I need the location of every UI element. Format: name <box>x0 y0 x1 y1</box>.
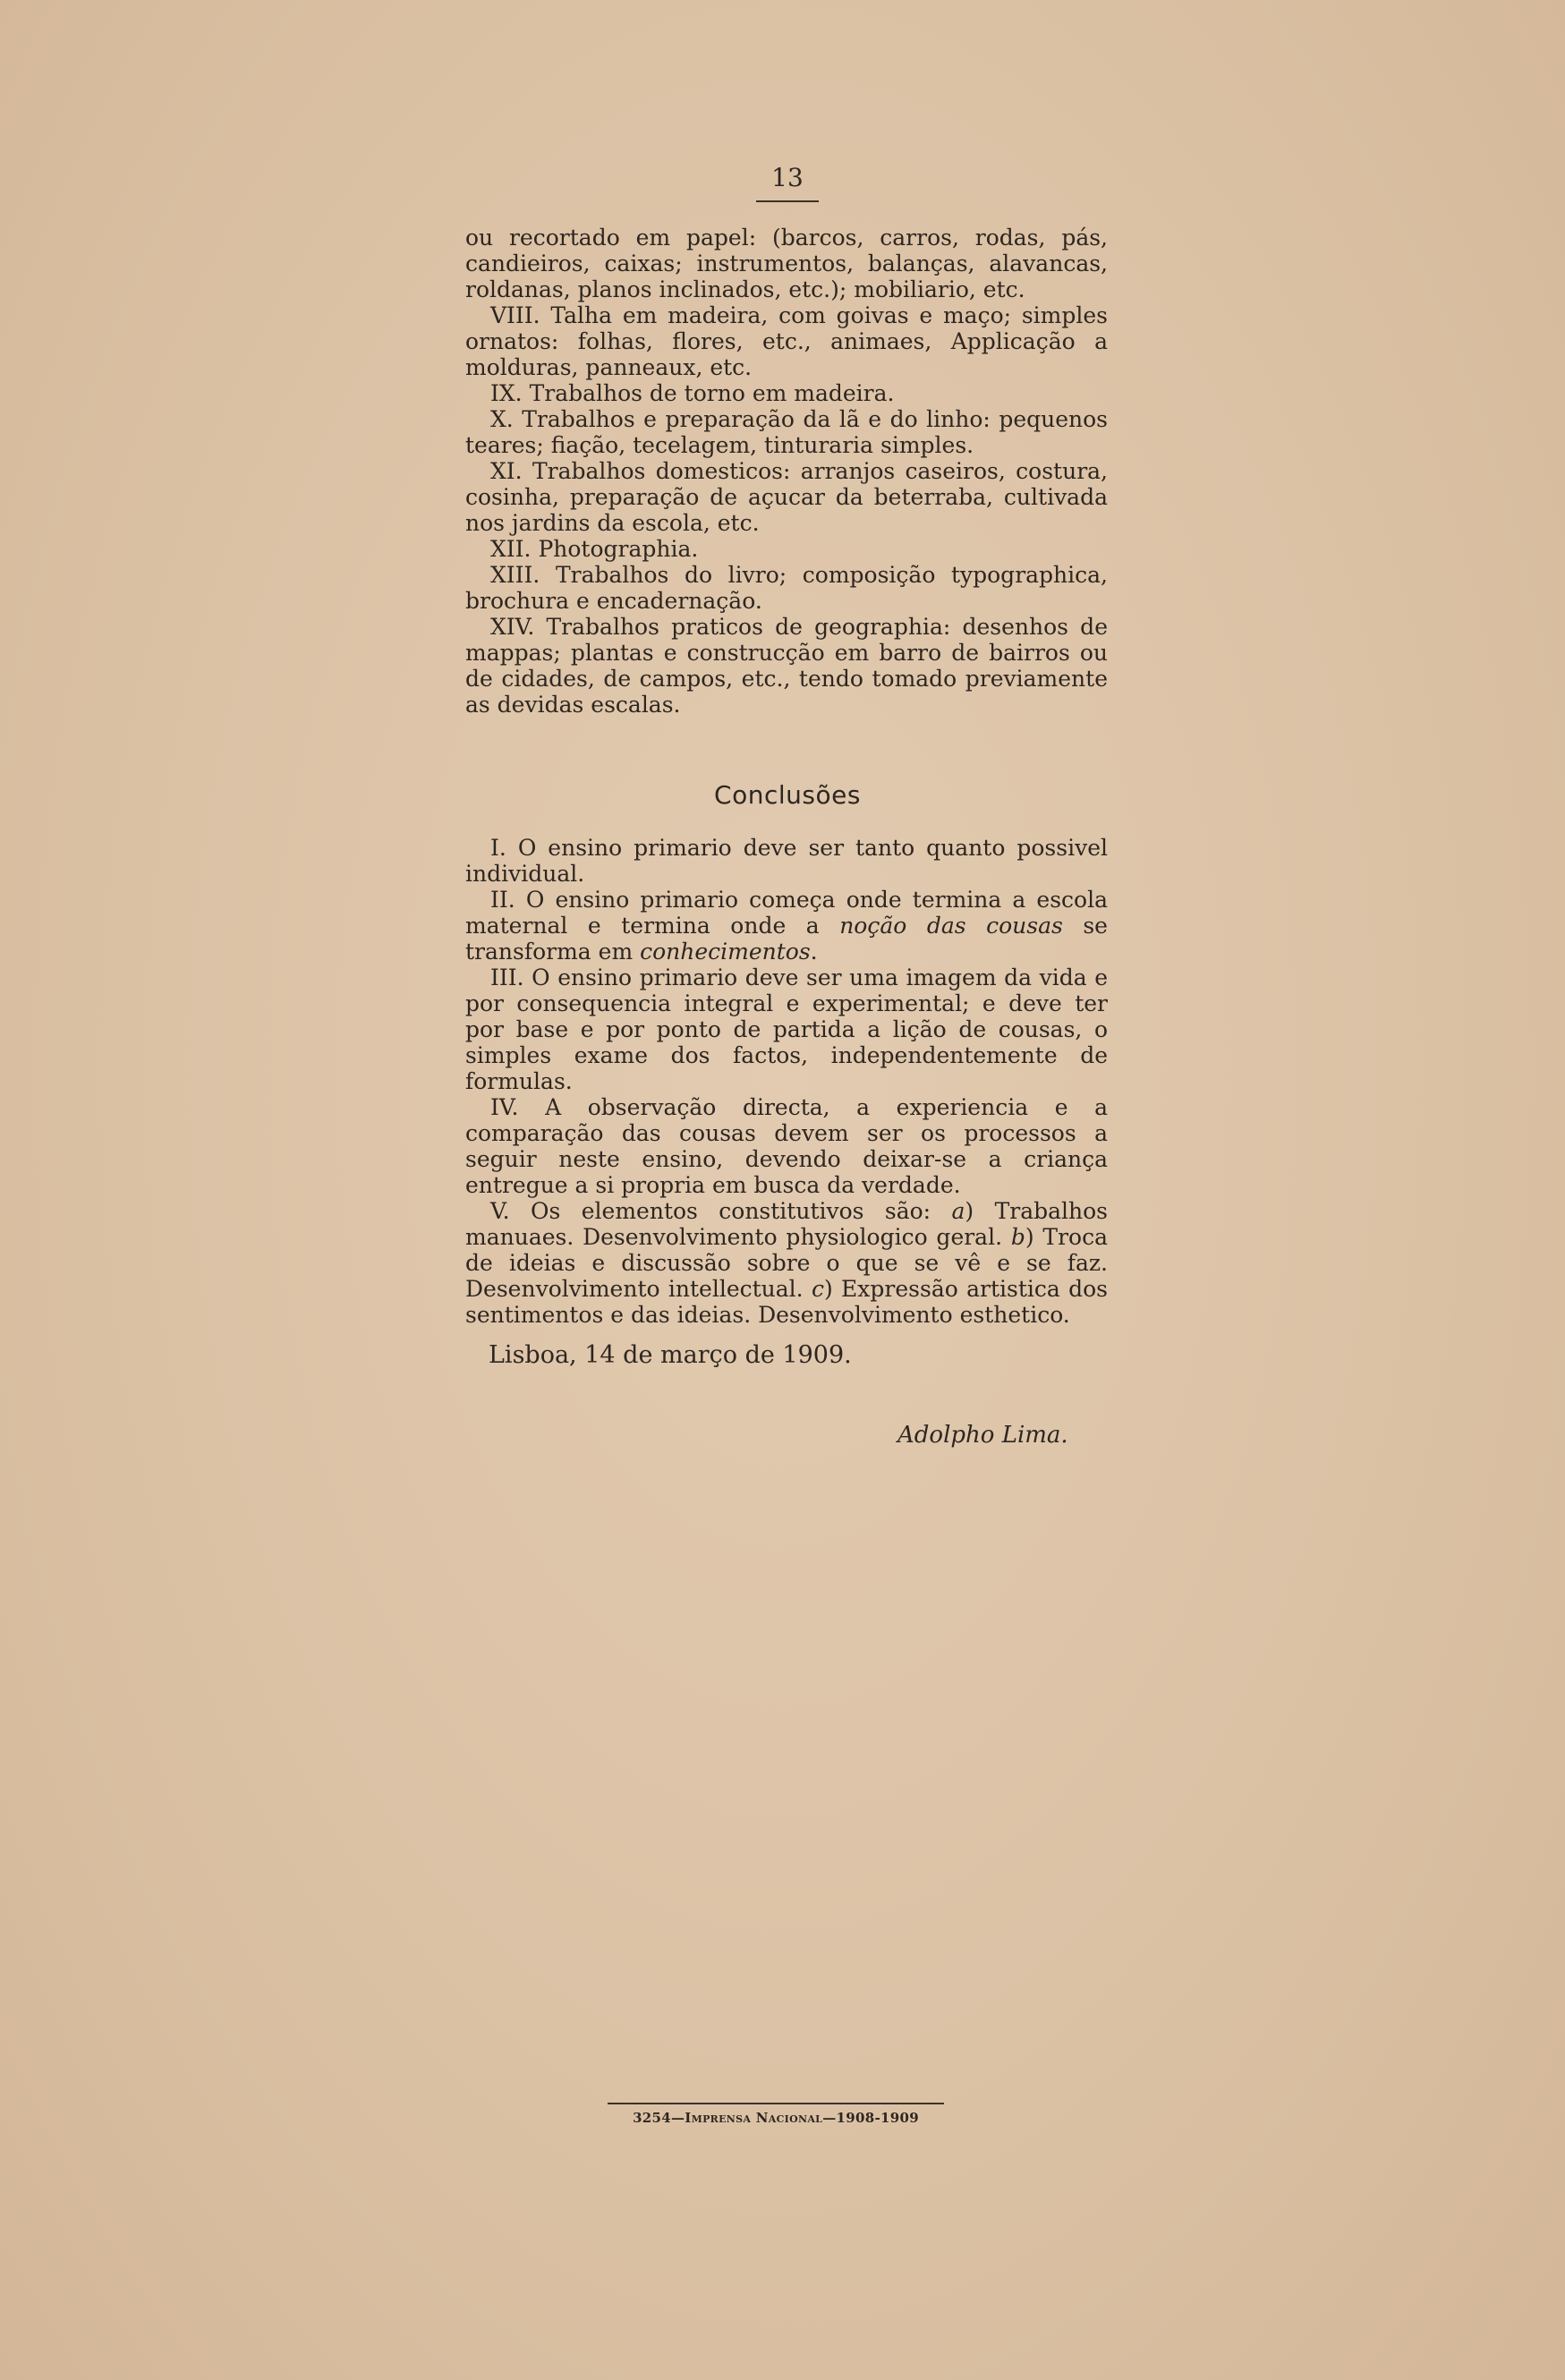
list-continuation: ou recortado em papel: (barcos, carros, rodas, pás, candieiros, caixas; instrumentos, balanças, alavancas, roldanas, planos inclinados, etc.); mobiliario, etc. <box>465 225 1108 302</box>
place-and-date: Lisboa, 14 de março de 1909. <box>489 1341 852 1369</box>
conclusion-iv: IV. A observação directa, a experiencia e a comparação das cousas devem ser os processos a seguir neste ensino, devendo deixar-se a criança entregue a si propria em busca da verdade. <box>465 1094 1108 1198</box>
list-item-ix: IX. Trabalhos de torno em madeira. <box>490 380 895 406</box>
workshop-list <box>465 225 1108 718</box>
conclusion-ii-text-1: II. O ensino primario começa onde termina a escola maternal e termina onde a <box>465 887 1108 939</box>
list-item-xi: XI. Trabalhos domesticos: arranjos caseiros, costura, cosinha, preparação de açucar da beterraba, cultivada nos jardins da escola, etc. <box>465 458 1108 536</box>
page-number-rule <box>756 200 819 202</box>
list-item-viii: VIII. Talha em madeira, com goivas e maço; simples ornatos: folhas, flores, etc., animaes, Applicação a molduras, panneaux, etc. <box>465 302 1108 380</box>
conclusion-v-marker-a: a <box>951 1198 965 1224</box>
footer-rule <box>608 2103 944 2104</box>
conclusion-v-marker-c: c <box>811 1276 824 1302</box>
conclusion-v <box>465 1198 1108 1328</box>
conclusion-v-text-4: ) Expressão artistica dos sentimentos e das ideias. Desenvolvimento esthetico. <box>465 1276 1108 1328</box>
page-number: 13 <box>771 163 804 192</box>
list-item-xiii: XIII. Trabalhos do livro; composição typographica, brochura e encadernação. <box>465 562 1108 614</box>
conclusion-iii: III. O ensino primario deve ser uma imagem da vida e por consequencia integral e experimental; e deve ter por base e por ponto de partida a lição de cousas, o simples exame dos factos, independentemente de formulas. <box>465 965 1108 1094</box>
conclusion-ii-emphasis-2: conhecimentos <box>640 939 811 965</box>
list-item-xii: XII. Photographia. <box>490 536 699 562</box>
conclusion-v-text-1: V. Os elementos constitutivos são: <box>490 1198 952 1224</box>
conclusion-v-marker-b: b <box>1010 1224 1025 1250</box>
conclusions-list <box>465 835 1108 1328</box>
conclusion-ii-text-3: . <box>810 939 818 965</box>
conclusion-ii <box>465 887 1108 965</box>
conclusion-v-text-2: ) Trabalhos manuaes. Desenvolvimento physiologico geral. <box>465 1198 1108 1250</box>
printer-imprint: 3254—Imprensa Nacional—1908-1909 <box>633 2110 919 2126</box>
conclusion-ii-text-2: se transforma em <box>465 913 1108 965</box>
conclusion-i: I. O ensino primario deve ser tanto quanto possivel individual. <box>465 835 1108 887</box>
list-item-x: X. Trabalhos e preparação da lã e do linho: pequenos teares; fiação, tecelagem, tinturaria simples. <box>465 406 1108 458</box>
list-item-xiv: XIV. Trabalhos praticos de geographia: desenhos de mappas; plantas e construcção em barro de bairros ou de cidades, de campos, etc., tendo tomado previamente as devidas escalas. <box>465 614 1108 718</box>
conclusions-heading: Conclusões <box>714 780 861 810</box>
conclusion-ii-emphasis-1: noção das cousas <box>839 913 1063 939</box>
author-signature: Adolpho Lima. <box>897 1422 1068 1449</box>
conclusion-v-text-3: ) Troca de ideias e discussão sobre o que se vê e se faz. Desenvolvimento intellectual. <box>465 1224 1108 1302</box>
